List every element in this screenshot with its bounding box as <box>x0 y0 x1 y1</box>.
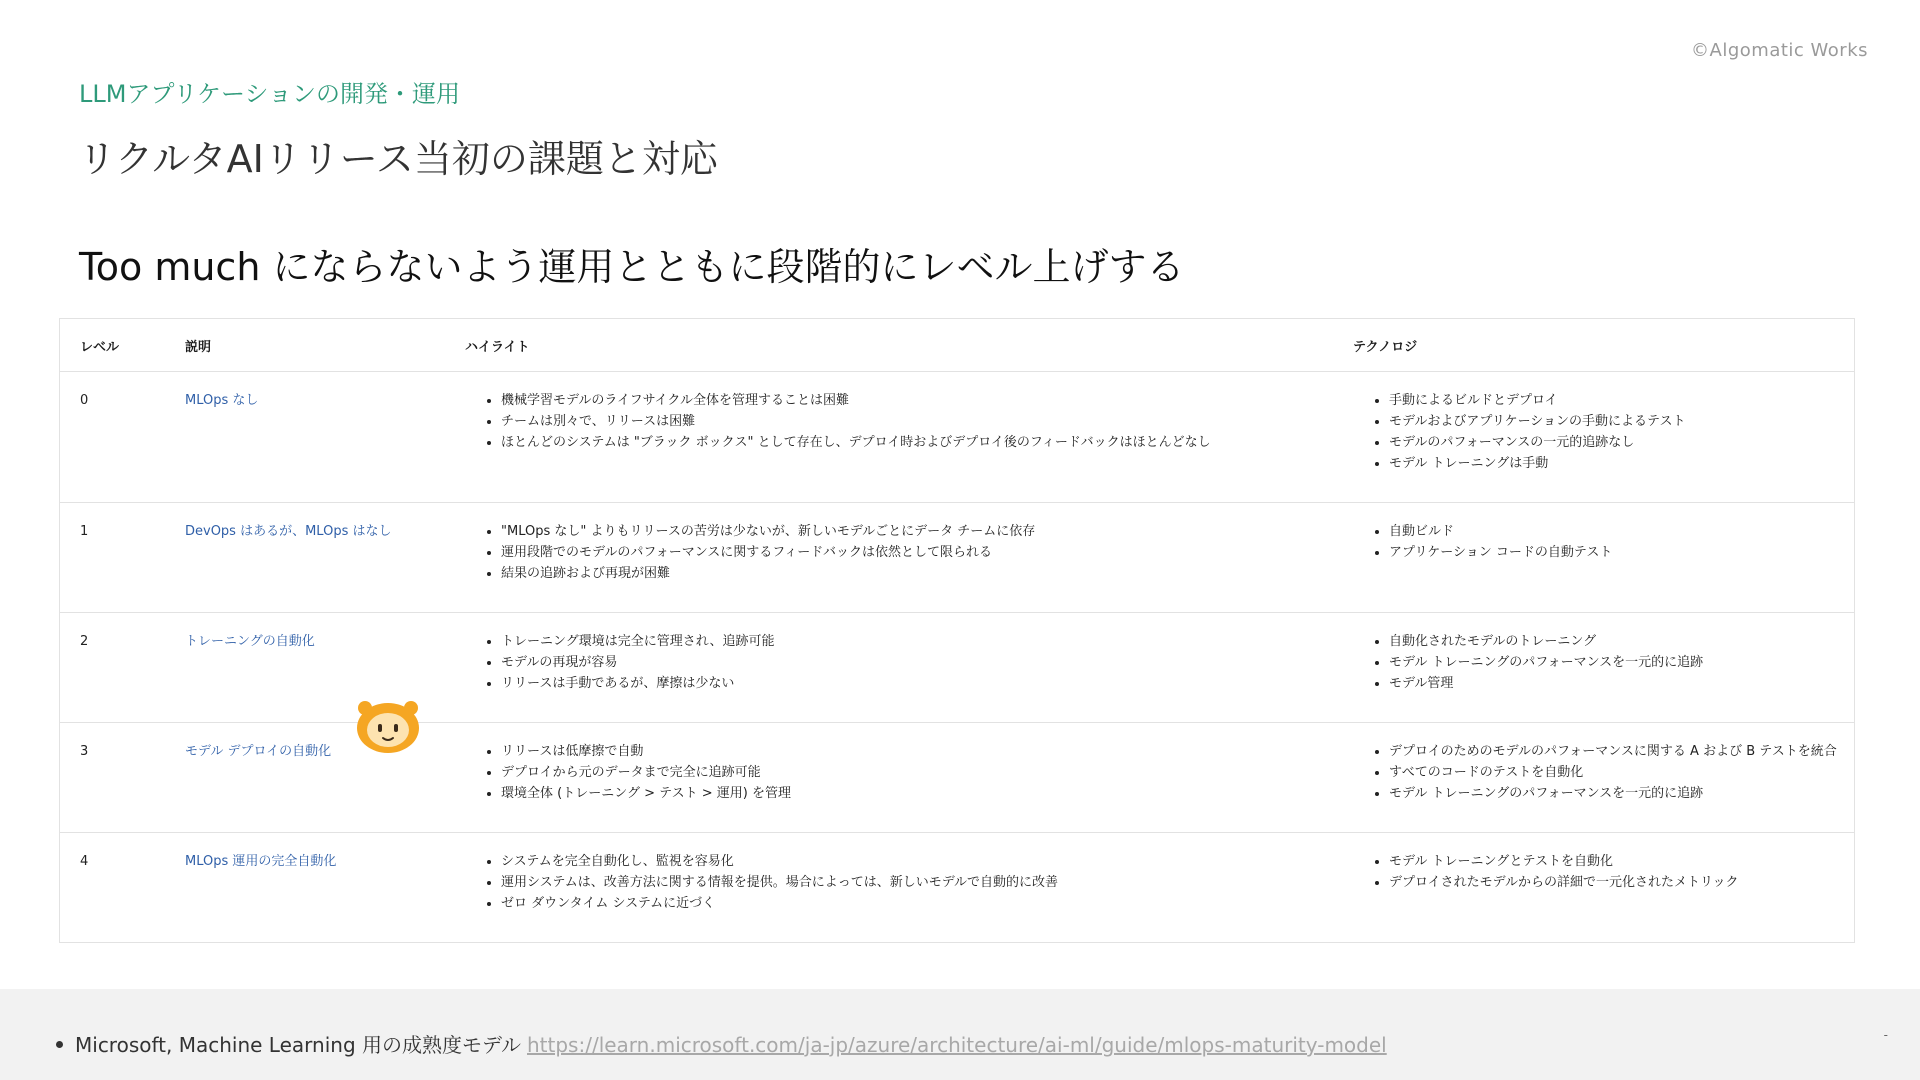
technology-cell <box>1333 833 1854 943</box>
copyright-text: ©Algomatic Works <box>1691 40 1868 61</box>
level-cell: 0 <box>60 372 165 503</box>
bullet-dot <box>56 1041 63 1048</box>
section-label: LLMアプリケーションの開発・運用 <box>79 80 461 108</box>
table-row <box>60 833 1854 943</box>
list-item: • "MLOps なし" よりもリリースの苦労は少ないが、新しいモデルごとにデータ チームに依存 <box>501 521 1333 542</box>
list-item: • 自動化されたモデルのトレーニング <box>1389 631 1854 652</box>
list-item: • アプリケーション コードの自動テスト <box>1389 542 1854 563</box>
level-cell: 4 <box>80 854 89 869</box>
table-row <box>60 723 1854 833</box>
list-item: • モデル トレーニングは手動 <box>1389 453 1854 474</box>
level-cell: 3 <box>60 723 165 833</box>
description-cell <box>165 503 445 613</box>
footer <box>0 989 1920 1080</box>
list-item: • デプロイから元のデータまで完全に追跡可能 <box>501 762 1333 783</box>
technology-list <box>1353 521 1854 563</box>
technology-cell <box>1333 723 1854 833</box>
list-item: • システムを完全自動化し、監視を容易化 <box>501 851 1333 872</box>
page-mark: - <box>1883 1028 1888 1042</box>
table-row <box>60 503 1854 613</box>
list-item: • モデル トレーニングのパフォーマンスを一元的に追跡 <box>1389 783 1854 804</box>
list-item: • モデル トレーニングとテストを自動化 <box>1389 851 1854 872</box>
description-cell <box>165 372 445 503</box>
technology-list <box>1353 631 1854 694</box>
list-item: • チームは別々で、リリースは困難 <box>501 411 1333 432</box>
description-cell <box>165 833 445 943</box>
table-row <box>60 613 1854 723</box>
technology-list <box>1353 851 1854 893</box>
highlights-cell <box>445 833 1333 943</box>
list-item: • リリースは低摩擦で自動 <box>501 741 1333 762</box>
reference-item <box>56 1029 1387 1058</box>
highlights-list <box>465 741 1333 804</box>
lion-mascot-icon <box>356 700 420 754</box>
highlights-list <box>465 521 1333 584</box>
highlights-list <box>465 631 1333 694</box>
level-cell: 1 <box>60 503 165 613</box>
level-cell: 2 <box>60 613 165 723</box>
highlights-list <box>465 390 1333 453</box>
description-link[interactable]: トレーニングの自動化 <box>185 634 315 649</box>
list-item: • デプロイのためのモデルのパフォーマンスに関する A および B テストを統合 <box>1389 741 1854 762</box>
highlights-cell <box>445 613 1333 723</box>
list-item: • モデルおよびアプリケーションの手動によるテスト <box>1389 411 1854 432</box>
list-item: • 運用システムは、改善方法に関する情報を提供。場合によっては、新しいモデルで自動的に改善 <box>501 872 1333 893</box>
highlights-list <box>465 851 1333 914</box>
table-row <box>60 372 1854 503</box>
list-item: • モデルのパフォーマンスの一元的追跡なし <box>1389 432 1854 453</box>
technology-cell <box>1333 613 1854 723</box>
technology-cell <box>1333 372 1854 503</box>
list-item: • モデル トレーニングのパフォーマンスを一元的に追跡 <box>1389 652 1854 673</box>
highlights-cell <box>445 372 1333 503</box>
table-header-row <box>60 319 1854 372</box>
technology-list <box>1353 741 1854 804</box>
list-item: • 自動ビルド <box>1389 521 1854 542</box>
list-item: • モデルの再現が容易 <box>501 652 1333 673</box>
list-item: • デプロイされたモデルからの詳細で一元化されたメトリック <box>1389 872 1854 893</box>
list-item: • トレーニング環境は完全に管理され、追跡可能 <box>501 631 1333 652</box>
list-item: • リリースは手動であるが、摩擦は少ない <box>501 673 1333 694</box>
list-item: • 環境全体 (トレーニング > テスト > 運用) を管理 <box>501 783 1333 804</box>
list-item: • 機械学習モデルのライフサイクル全体を管理することは困難 <box>501 390 1333 411</box>
reference-text: Microsoft, Machine Learning 用の成熟度モデル <box>75 1033 521 1057</box>
column-header-description: 説明 <box>165 319 445 372</box>
list-item: • すべてのコードのテストを自動化 <box>1389 762 1854 783</box>
list-item: • モデル管理 <box>1389 673 1854 694</box>
list-item: • ほとんどのシステムは "ブラック ボックス" として存在し、デプロイ時およびデプロイ後のフィードバックはほとんどなし <box>501 432 1333 453</box>
column-header-level: レベル <box>60 319 165 372</box>
headline: Too much にならないよう運用とともに段階的にレベル上げする <box>79 245 1185 289</box>
highlights-cell <box>445 503 1333 613</box>
description-link[interactable]: MLOps なし <box>185 393 259 408</box>
reference-link[interactable]: https://learn.microsoft.com/ja-jp/azure/architecture/ai-ml/guide/mlops-maturity-model <box>527 1033 1387 1057</box>
list-item: • ゼロ ダウンタイム システムに近づく <box>501 893 1333 914</box>
technology-cell <box>1333 503 1854 613</box>
list-item: • 手動によるビルドとデプロイ <box>1389 390 1854 411</box>
technology-list <box>1353 390 1854 474</box>
column-header-highlights: ハイライト <box>445 319 1333 372</box>
description-link[interactable]: MLOps 運用の完全自動化 <box>185 854 337 869</box>
list-item: • 結果の追跡および再現が困難 <box>501 563 1333 584</box>
description-link[interactable]: DevOps はあるが、MLOps はなし <box>185 524 392 539</box>
list-item: • 運用段階でのモデルのパフォーマンスに関するフィードバックは依然として限られる <box>501 542 1333 563</box>
column-header-technology: テクノロジ <box>1333 319 1854 372</box>
page-title: リクルタAIリリース当初の課題と対応 <box>78 137 718 181</box>
highlights-cell <box>445 723 1333 833</box>
description-link[interactable]: モデル デプロイの自動化 <box>185 744 332 759</box>
maturity-table <box>59 318 1855 943</box>
